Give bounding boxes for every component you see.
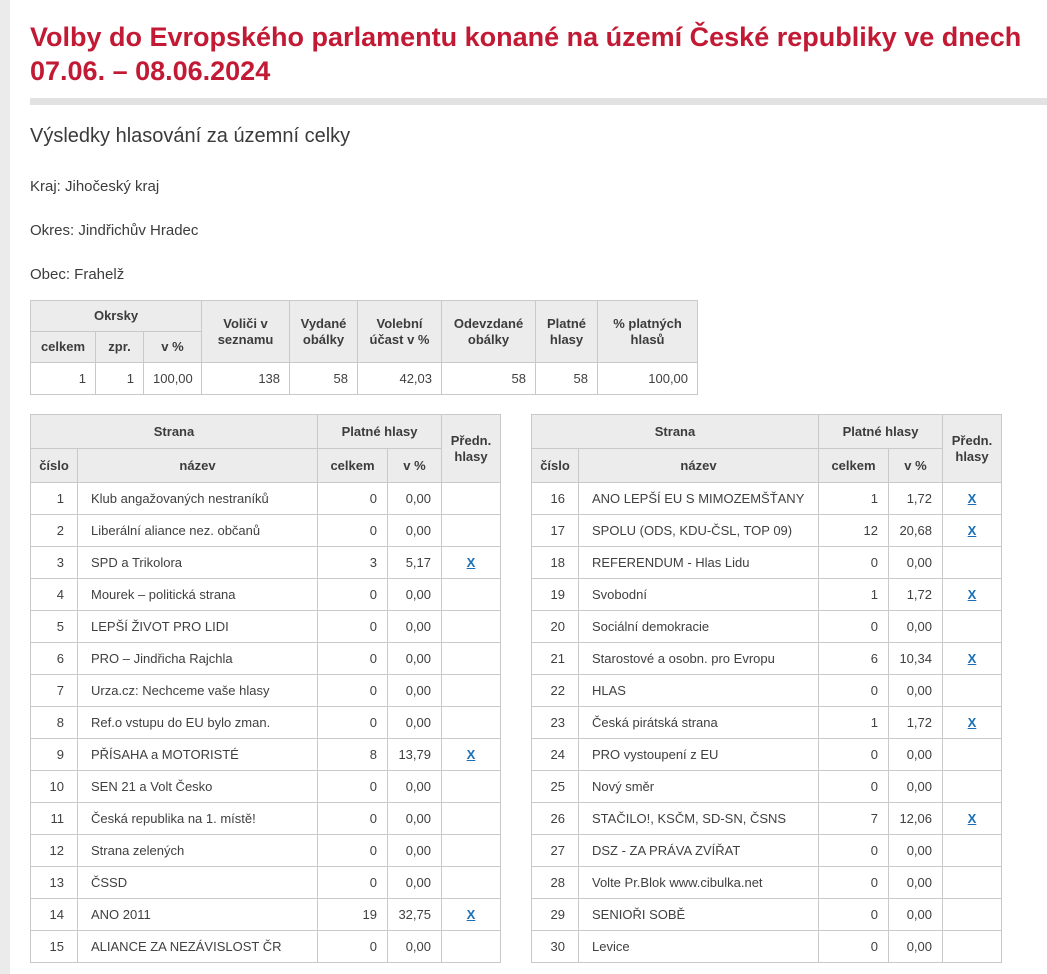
party-name-cell: STAČILO!, KSČM, SD-SN, ČSNS xyxy=(579,803,819,835)
party-pct-cell: 0,00 xyxy=(388,675,442,707)
party-number-cell: 7 xyxy=(31,675,78,707)
party-pct-cell: 0,00 xyxy=(388,611,442,643)
party-row xyxy=(31,611,501,643)
party-row xyxy=(532,675,1002,707)
party-row xyxy=(31,835,501,867)
party-row xyxy=(31,803,501,835)
party-results-table-right xyxy=(531,414,1002,963)
party-pct-cell: 0,00 xyxy=(889,931,943,963)
party-row xyxy=(31,899,501,931)
party-pref-cell xyxy=(442,675,501,707)
party-votes-cell: 1 xyxy=(819,579,889,611)
preferential-votes-link[interactable]: X xyxy=(967,715,977,730)
party-votes-cell: 12 xyxy=(819,515,889,547)
party-row xyxy=(532,547,1002,579)
party-name-cell: ČSSD xyxy=(78,867,318,899)
party-votes-cell: 0 xyxy=(318,643,388,675)
party-votes-cell: 0 xyxy=(318,771,388,803)
party-name-cell: SPD a Trikolora xyxy=(78,547,318,579)
party-pref-cell xyxy=(943,867,1002,899)
party-number-cell: 22 xyxy=(532,675,579,707)
party-name-cell: Volte Pr.Blok www.cibulka.net xyxy=(579,867,819,899)
party-pref-cell xyxy=(943,803,1002,835)
party-name-cell: Česká pirátská strana xyxy=(579,707,819,739)
col-header-platne-hlasy: Platné hlasy xyxy=(318,415,442,449)
party-name-cell: Levice xyxy=(579,931,819,963)
party-pct-cell: 0,00 xyxy=(388,515,442,547)
party-votes-cell: 7 xyxy=(819,803,889,835)
party-pct-cell: 1,72 xyxy=(889,707,943,739)
party-pref-cell xyxy=(442,611,501,643)
party-pct-cell: 0,00 xyxy=(388,643,442,675)
party-pct-cell: 0,00 xyxy=(889,867,943,899)
page-title: Volby do Evropského parlamentu konané na území České republiky ve dnech 07.06. – 08.06.2024 xyxy=(30,22,1022,86)
col-header-predn-hlasy: Předn. hlasy xyxy=(442,415,501,483)
party-pref-cell xyxy=(442,515,501,547)
party-pref-cell xyxy=(943,707,1002,739)
party-name-cell: Urza.cz: Nechceme vaše hlasy xyxy=(78,675,318,707)
region-line: Kraj: Jihočeský kraj xyxy=(30,178,160,195)
party-number-cell: 8 xyxy=(31,707,78,739)
party-pct-cell: 1,72 xyxy=(889,483,943,515)
party-pct-cell: 0,00 xyxy=(889,611,943,643)
party-name-cell: ANO LEPŠÍ EU S MIMOZEMŠŤANY xyxy=(579,483,819,515)
turnout-summary-row xyxy=(31,363,698,395)
party-pct-cell: 0,00 xyxy=(388,803,442,835)
party-row xyxy=(532,899,1002,931)
col-header-celkem: celkem xyxy=(318,449,388,483)
party-votes-cell: 0 xyxy=(318,675,388,707)
party-name-cell: Klub angažovaných nestraníků xyxy=(78,483,318,515)
col-header-platne-hlasy: Platné hlasy xyxy=(536,301,598,363)
party-number-cell: 29 xyxy=(532,899,579,931)
party-pref-cell xyxy=(442,771,501,803)
party-number-cell: 25 xyxy=(532,771,579,803)
party-pct-cell: 0,00 xyxy=(388,579,442,611)
party-row xyxy=(532,867,1002,899)
col-header-volici-v-seznamu: Voliči v seznamu xyxy=(202,301,290,363)
okrsky-celkem-value: 1 xyxy=(31,363,96,395)
preferential-votes-link[interactable]: X xyxy=(967,587,977,602)
party-pref-cell xyxy=(943,579,1002,611)
party-number-cell: 4 xyxy=(31,579,78,611)
party-pct-cell: 10,34 xyxy=(889,643,943,675)
party-pct-cell: 0,00 xyxy=(889,771,943,803)
party-number-cell: 5 xyxy=(31,611,78,643)
party-number-cell: 23 xyxy=(532,707,579,739)
party-name-cell: PRO – Jindřicha Rajchla xyxy=(78,643,318,675)
pct-platnych-hlasu-value: 100,00 xyxy=(598,363,698,395)
party-pct-cell: 5,17 xyxy=(388,547,442,579)
party-row xyxy=(532,611,1002,643)
party-row xyxy=(31,483,501,515)
preferential-votes-link[interactable]: X xyxy=(466,555,476,570)
party-name-cell: Strana zelených xyxy=(78,835,318,867)
party-row xyxy=(532,515,1002,547)
party-row xyxy=(532,643,1002,675)
party-name-cell: SEN 21 a Volt Česko xyxy=(78,771,318,803)
party-pct-cell: 0,00 xyxy=(889,899,943,931)
party-number-cell: 13 xyxy=(31,867,78,899)
municipality-line: Obec: Frahelž xyxy=(30,266,125,283)
party-row xyxy=(31,547,501,579)
party-pct-cell: 0,00 xyxy=(889,835,943,867)
party-number-cell: 27 xyxy=(532,835,579,867)
preferential-votes-link[interactable]: X xyxy=(967,811,977,826)
party-pref-cell xyxy=(442,643,501,675)
section-title: Výsledky hlasování za územní celky xyxy=(30,125,351,147)
party-pref-cell xyxy=(442,739,501,771)
party-votes-cell: 0 xyxy=(819,739,889,771)
preferential-votes-link[interactable]: X xyxy=(967,523,977,538)
party-pct-cell: 13,79 xyxy=(388,739,442,771)
party-number-cell: 19 xyxy=(532,579,579,611)
party-pref-cell xyxy=(442,899,501,931)
party-pct-cell: 0,00 xyxy=(388,483,442,515)
party-pct-cell: 20,68 xyxy=(889,515,943,547)
party-row xyxy=(532,739,1002,771)
col-header-okrsky: Okrsky xyxy=(31,301,202,332)
party-number-cell: 12 xyxy=(31,835,78,867)
party-name-cell: Starostové a osobn. pro Evropu xyxy=(579,643,819,675)
party-row xyxy=(31,739,501,771)
party-name-cell: PRO vystoupení z EU xyxy=(579,739,819,771)
party-row xyxy=(31,771,501,803)
party-number-cell: 30 xyxy=(532,931,579,963)
party-pct-cell: 12,06 xyxy=(889,803,943,835)
party-pref-cell xyxy=(442,707,501,739)
party-name-cell: Ref.o vstupu do EU bylo zman. xyxy=(78,707,318,739)
col-header-cislo: číslo xyxy=(31,449,78,483)
party-name-cell: HLAS xyxy=(579,675,819,707)
volebni-ucast-value: 42,03 xyxy=(358,363,442,395)
turnout-summary-table xyxy=(30,300,698,395)
vydane-obalky-value: 58 xyxy=(290,363,358,395)
party-row xyxy=(31,643,501,675)
party-pct-cell: 0,00 xyxy=(388,867,442,899)
party-number-cell: 20 xyxy=(532,611,579,643)
party-name-cell: ANO 2011 xyxy=(78,899,318,931)
party-row xyxy=(532,707,1002,739)
party-number-cell: 14 xyxy=(31,899,78,931)
col-header-v-pct: v % xyxy=(889,449,943,483)
preferential-votes-link[interactable]: X xyxy=(967,491,977,506)
col-header-okrsky-zpr: zpr. xyxy=(96,332,144,363)
party-row xyxy=(532,579,1002,611)
party-votes-cell: 1 xyxy=(819,707,889,739)
party-name-cell: Liberální aliance nez. občanů xyxy=(78,515,318,547)
party-votes-cell: 8 xyxy=(318,739,388,771)
party-pref-cell xyxy=(943,643,1002,675)
party-row xyxy=(31,579,501,611)
party-number-cell: 15 xyxy=(31,931,78,963)
party-number-cell: 2 xyxy=(31,515,78,547)
party-votes-cell: 0 xyxy=(819,931,889,963)
party-votes-cell: 0 xyxy=(819,899,889,931)
party-name-cell: Svobodní xyxy=(579,579,819,611)
district-line: Okres: Jindřichův Hradec xyxy=(30,222,199,239)
party-votes-cell: 3 xyxy=(318,547,388,579)
party-row xyxy=(31,867,501,899)
party-votes-cell: 0 xyxy=(318,835,388,867)
col-header-predn-hlasy: Předn. hlasy xyxy=(943,415,1002,483)
party-pref-cell xyxy=(943,771,1002,803)
platne-hlasy-value: 58 xyxy=(536,363,598,395)
party-votes-cell: 0 xyxy=(318,483,388,515)
party-votes-cell: 0 xyxy=(318,515,388,547)
col-header-strana: Strana xyxy=(31,415,318,449)
party-pref-cell xyxy=(442,867,501,899)
party-number-cell: 21 xyxy=(532,643,579,675)
party-pref-cell xyxy=(442,931,501,963)
party-pref-cell xyxy=(943,739,1002,771)
party-number-cell: 18 xyxy=(532,547,579,579)
page-content xyxy=(30,0,1047,963)
party-votes-cell: 0 xyxy=(819,547,889,579)
party-pref-cell xyxy=(442,579,501,611)
party-number-cell: 24 xyxy=(532,739,579,771)
party-votes-cell: 0 xyxy=(318,611,388,643)
party-pct-cell: 32,75 xyxy=(388,899,442,931)
party-pct-cell: 0,00 xyxy=(388,931,442,963)
party-row xyxy=(31,931,501,963)
party-pref-cell xyxy=(943,675,1002,707)
party-pref-cell xyxy=(943,835,1002,867)
party-pref-cell xyxy=(943,547,1002,579)
party-votes-cell: 0 xyxy=(318,707,388,739)
party-name-cell: SENIOŘI SOBĚ xyxy=(579,899,819,931)
okrsky-v-pct-value: 100,00 xyxy=(144,363,202,395)
col-header-pct-platnych-hlasu: % platných hlasů xyxy=(598,301,698,363)
party-row xyxy=(532,835,1002,867)
divider xyxy=(30,98,1047,105)
party-votes-cell: 0 xyxy=(819,835,889,867)
col-header-strana: Strana xyxy=(532,415,819,449)
party-name-cell: DSZ - ZA PRÁVA ZVÍŘAT xyxy=(579,835,819,867)
party-pct-cell: 0,00 xyxy=(889,739,943,771)
party-name-cell: Mourek – politická strana xyxy=(78,579,318,611)
col-header-okrsky-v-pct: v % xyxy=(144,332,202,363)
preferential-votes-link[interactable]: X xyxy=(466,747,476,762)
party-votes-cell: 0 xyxy=(318,867,388,899)
party-pct-cell: 0,00 xyxy=(889,675,943,707)
party-row xyxy=(31,707,501,739)
party-name-cell: PŘÍSAHA a MOTORISTÉ xyxy=(78,739,318,771)
party-votes-cell: 0 xyxy=(819,867,889,899)
party-row xyxy=(532,931,1002,963)
party-votes-cell: 19 xyxy=(318,899,388,931)
volici-v-seznamu-value: 138 xyxy=(202,363,290,395)
party-number-cell: 1 xyxy=(31,483,78,515)
party-name-cell: Nový směr xyxy=(579,771,819,803)
party-number-cell: 16 xyxy=(532,483,579,515)
col-header-okrsky-celkem: celkem xyxy=(31,332,96,363)
party-pref-cell xyxy=(442,547,501,579)
party-pct-cell: 1,72 xyxy=(889,579,943,611)
party-row xyxy=(532,771,1002,803)
party-votes-cell: 1 xyxy=(819,483,889,515)
odevzdane-obalky-value: 58 xyxy=(442,363,536,395)
party-number-cell: 17 xyxy=(532,515,579,547)
party-name-cell: LEPŠÍ ŽIVOT PRO LIDI xyxy=(78,611,318,643)
party-row xyxy=(532,483,1002,515)
party-votes-cell: 0 xyxy=(819,611,889,643)
party-votes-cell: 0 xyxy=(318,803,388,835)
col-header-celkem: celkem xyxy=(819,449,889,483)
party-number-cell: 3 xyxy=(31,547,78,579)
party-name-cell: REFERENDUM - Hlas Lidu xyxy=(579,547,819,579)
party-pref-cell xyxy=(943,899,1002,931)
party-votes-cell: 0 xyxy=(819,771,889,803)
party-pref-cell xyxy=(943,483,1002,515)
party-pref-cell xyxy=(442,483,501,515)
col-header-nazev: název xyxy=(78,449,318,483)
party-row xyxy=(31,515,501,547)
party-pref-cell xyxy=(442,835,501,867)
preferential-votes-link[interactable]: X xyxy=(967,651,977,666)
party-votes-cell: 0 xyxy=(318,931,388,963)
party-votes-cell: 0 xyxy=(819,675,889,707)
party-tables-container xyxy=(30,414,1047,963)
party-row xyxy=(532,803,1002,835)
party-pref-cell xyxy=(943,515,1002,547)
party-pct-cell: 0,00 xyxy=(388,771,442,803)
party-votes-cell: 6 xyxy=(819,643,889,675)
party-name-cell: Česká republika na 1. místě! xyxy=(78,803,318,835)
party-number-cell: 9 xyxy=(31,739,78,771)
party-name-cell: SPOLU (ODS, KDU-ČSL, TOP 09) xyxy=(579,515,819,547)
party-number-cell: 11 xyxy=(31,803,78,835)
party-pref-cell xyxy=(943,611,1002,643)
party-pref-cell xyxy=(442,803,501,835)
col-header-nazev: název xyxy=(579,449,819,483)
preferential-votes-link[interactable]: X xyxy=(466,907,476,922)
party-number-cell: 10 xyxy=(31,771,78,803)
col-header-odevzdane-obalky: Odevzdané obálky xyxy=(442,301,536,363)
col-header-vydane-obalky: Vydané obálky xyxy=(290,301,358,363)
party-row xyxy=(31,675,501,707)
party-pct-cell: 0,00 xyxy=(388,835,442,867)
col-header-platne-hlasy: Platné hlasy xyxy=(819,415,943,449)
col-header-v-pct: v % xyxy=(388,449,442,483)
party-name-cell: ALIANCE ZA NEZÁVISLOST ČR xyxy=(78,931,318,963)
party-number-cell: 26 xyxy=(532,803,579,835)
party-number-cell: 6 xyxy=(31,643,78,675)
col-header-cislo: číslo xyxy=(532,449,579,483)
col-header-volebni-ucast: Volební účast v % xyxy=(358,301,442,363)
party-name-cell: Sociální demokracie xyxy=(579,611,819,643)
party-votes-cell: 0 xyxy=(318,579,388,611)
okrsky-zpr-value: 1 xyxy=(96,363,144,395)
page-left-gutter xyxy=(0,0,10,974)
party-results-table-left xyxy=(30,414,501,963)
party-pct-cell: 0,00 xyxy=(889,547,943,579)
party-pct-cell: 0,00 xyxy=(388,707,442,739)
party-number-cell: 28 xyxy=(532,867,579,899)
party-pref-cell xyxy=(943,931,1002,963)
